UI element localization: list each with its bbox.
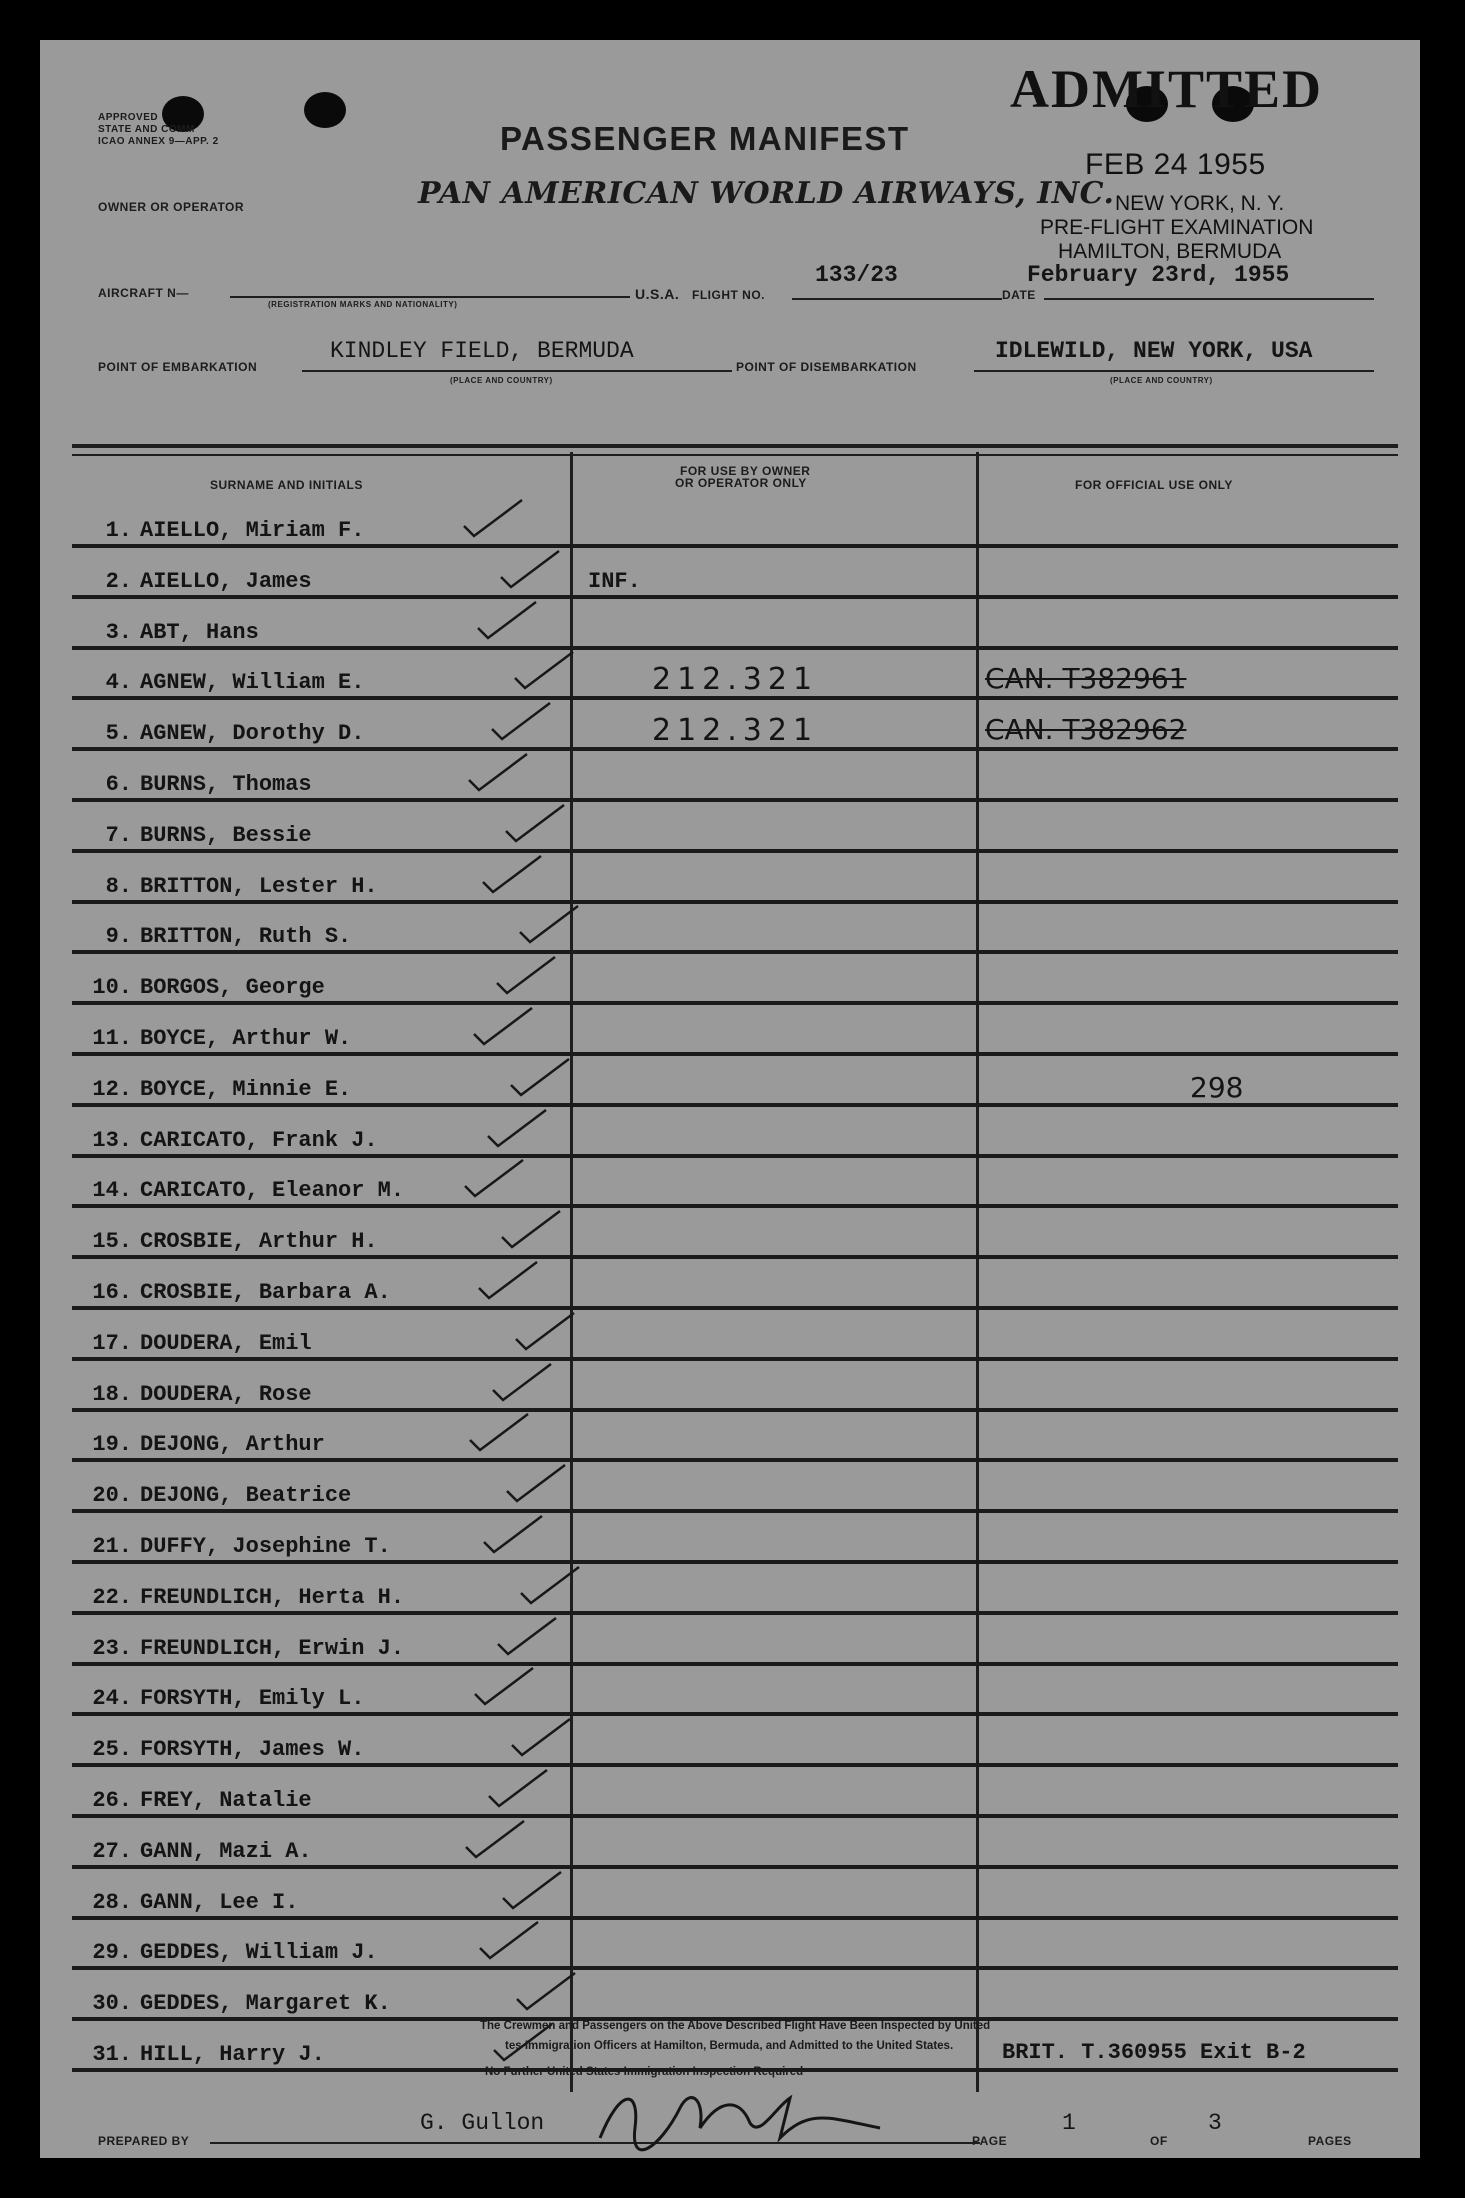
passenger-name: HILL, Harry J.	[140, 2042, 325, 2067]
aircraft-label: AIRCRAFT N—	[98, 286, 189, 300]
passenger-name: DOUDERA, Emil	[140, 1330, 312, 1356]
row-rule	[72, 1306, 1398, 1310]
passenger-name: CROSBIE, Arthur H.	[140, 1229, 378, 1255]
check-mark-icon	[475, 1258, 545, 1304]
page-total: 3	[1208, 2110, 1222, 2136]
usa-label: U.S.A.	[635, 286, 680, 302]
passenger-number: 9.	[105, 924, 132, 950]
row-rule	[72, 1458, 1398, 1462]
row-rule	[72, 646, 1398, 650]
check-mark-icon	[484, 1106, 554, 1152]
passenger-number: 13.	[92, 1127, 132, 1153]
passenger-number: 10.	[92, 975, 132, 1001]
passenger-number: 6.	[105, 772, 132, 797]
row-rule	[72, 1509, 1398, 1513]
passenger-number: 26.	[92, 1788, 132, 1813]
passenger-name: CARICATO, Frank J.	[140, 1127, 378, 1153]
check-mark-icon	[502, 801, 572, 847]
stamp-city: NEW YORK, N. Y.	[1115, 192, 1285, 215]
passenger-name: BURNS, Bessie	[140, 822, 312, 848]
passenger-name: FORSYTH, James W.	[140, 1737, 365, 1763]
passenger-number: 25.	[92, 1737, 132, 1763]
passenger-name: GANN, Lee I.	[140, 1889, 299, 1915]
disembark-line	[974, 370, 1374, 372]
place-caption: (PLACE AND COUNTRY)	[1110, 376, 1213, 385]
certification-line: tes Immigration Officers at Hamilton, Bermuda, and Admitted to the United States.	[505, 2040, 954, 2052]
embark-label: POINT OF EMBARKATION	[98, 360, 258, 374]
check-mark-icon	[488, 699, 558, 745]
passenger-number: 20.	[92, 1483, 132, 1509]
check-mark-icon	[489, 1360, 559, 1406]
row-rule	[72, 1052, 1398, 1056]
passenger-name: ABT, Hans	[140, 619, 259, 645]
check-mark-icon	[513, 1969, 583, 2015]
passenger-name: GANN, Mazi A.	[140, 1838, 312, 1864]
stamp-preflight: PRE-FLIGHT EXAMINATION	[1040, 216, 1314, 239]
row-rule	[72, 1357, 1398, 1361]
passenger-number: 7.	[105, 822, 132, 848]
passenger-number: 1.	[105, 518, 132, 543]
row-rule	[72, 1560, 1398, 1564]
passenger-name: BURNS, Thomas	[140, 772, 312, 797]
airline-name: PAN AMERICAN WORLD AIRWAYS, INC.	[418, 176, 1115, 211]
check-mark-icon	[479, 852, 549, 898]
passenger-number: 18.	[92, 1381, 132, 1407]
passenger-number: 30.	[92, 1991, 132, 2017]
pages-label: PAGES	[1308, 2134, 1352, 2148]
passenger-number: 17.	[92, 1330, 132, 1356]
passenger-name: BRITTON, Lester H.	[140, 873, 378, 899]
check-mark-icon	[461, 1156, 531, 1202]
passenger-number: 16.	[92, 1280, 132, 1305]
passenger-number: 31.	[92, 2042, 132, 2067]
stamp-date: FEB 24 1955	[1085, 148, 1266, 181]
check-mark-icon	[465, 750, 535, 796]
row-rule	[72, 798, 1398, 802]
passenger-name: FREUNDLICH, Erwin J.	[140, 1635, 405, 1661]
passenger-name: BRITTON, Ruth S.	[140, 924, 352, 950]
row-rule	[72, 1408, 1398, 1412]
passenger-number: 21.	[92, 1534, 132, 1559]
admitted-stamp: ADMITTED	[1010, 59, 1324, 119]
official-note: CAN. T382961	[985, 662, 1187, 696]
column-header-surname: SURNAME AND INITIALS	[210, 478, 363, 492]
passenger-number: 29.	[92, 1940, 132, 1966]
passenger-name: AGNEW, William E.	[140, 670, 365, 696]
row-rule	[72, 849, 1398, 853]
passenger-name: DEJONG, Arthur	[140, 1432, 325, 1458]
row-rule	[72, 1712, 1398, 1716]
signature	[580, 2068, 920, 2158]
passenger-number: 12.	[92, 1076, 132, 1102]
passenger-name: FREY, Natalie	[140, 1788, 312, 1813]
check-mark-icon	[462, 1817, 532, 1863]
page-number: 1	[1062, 2110, 1076, 2136]
page-label: PAGE	[972, 2134, 1008, 2148]
passenger-number: 15.	[92, 1229, 132, 1255]
row-rule	[72, 1154, 1398, 1158]
table-top-rule	[72, 454, 1398, 456]
prepared-by-label: PREPARED BY	[98, 2134, 190, 2148]
passenger-number: 11.	[92, 1026, 132, 1051]
flight-date: February 23rd, 1955	[1027, 262, 1290, 288]
embark-line	[302, 370, 732, 372]
punch-hole	[304, 92, 346, 128]
owner-label: OWNER OR OPERATOR	[98, 200, 245, 214]
row-rule	[72, 1662, 1398, 1666]
check-mark-icon	[499, 1868, 569, 1914]
prepared-by-name: G. Gullon	[420, 2110, 545, 2136]
flight-label: FLIGHT NO.	[692, 288, 765, 302]
passenger-number: 8.	[105, 873, 132, 899]
owner-note: 212.321	[652, 713, 819, 749]
approval-line: ICAO ANNEX 9—APP. 2	[98, 136, 219, 147]
check-mark-icon	[507, 1055, 577, 1101]
table-top-rule	[72, 444, 1398, 448]
check-mark-icon	[471, 1664, 541, 1710]
check-mark-icon	[493, 953, 563, 999]
disembark-label: POINT OF DISEMBARKATION	[736, 360, 917, 374]
certification-line: No Further United States Immigration Inspection Required	[485, 2066, 804, 2078]
check-mark-icon	[516, 902, 586, 948]
passenger-name: AIELLO, Miriam F.	[140, 518, 365, 543]
check-mark-icon	[517, 1563, 587, 1609]
owner-note: 212.321	[652, 662, 819, 698]
passenger-name: GEDDES, William J.	[140, 1940, 378, 1966]
row-rule	[72, 1916, 1398, 1920]
registration-caption: (REGISTRATION MARKS AND NATIONALITY)	[268, 300, 458, 309]
passenger-number: 22.	[92, 1584, 132, 1610]
row-rule	[72, 595, 1398, 599]
check-mark-icon	[474, 598, 544, 644]
passenger-number: 23.	[92, 1635, 132, 1661]
passenger-number: 2.	[105, 568, 132, 594]
flight-line	[792, 298, 1002, 300]
passenger-name: BOYCE, Arthur W.	[140, 1026, 352, 1051]
flight-number: 133/23	[815, 262, 898, 288]
passenger-name: CROSBIE, Barbara A.	[140, 1280, 391, 1305]
official-note: 298	[1190, 1070, 1244, 1104]
passenger-number: 4.	[105, 670, 132, 696]
check-mark-icon	[470, 1004, 540, 1050]
embark-place: KINDLEY FIELD, BERMUDA	[330, 338, 634, 364]
owner-note: INF.	[588, 568, 641, 594]
passenger-name: BORGOS, George	[140, 975, 325, 1001]
check-mark-icon	[476, 1918, 546, 1964]
aircraft-line	[230, 296, 630, 298]
passenger-name: AIELLO, James	[140, 568, 312, 594]
column-header-owner-2: OR OPERATOR ONLY	[675, 476, 807, 490]
certification-line: The Crewmen and Passengers on the Above Described Flight Have Been Inspected by United	[480, 2020, 991, 2032]
passenger-name: DOUDERA, Rose	[140, 1381, 312, 1407]
official-note: CAN. T382962	[985, 713, 1187, 747]
disembark-place: IDLEWILD, NEW YORK, USA	[995, 338, 1313, 364]
passenger-number: 24.	[92, 1686, 132, 1712]
approval-line: APPROVED	[98, 112, 159, 123]
row-rule	[72, 1763, 1398, 1767]
check-mark-icon	[466, 1410, 536, 1456]
row-rule	[72, 1204, 1398, 1208]
place-caption: (PLACE AND COUNTRY)	[450, 376, 553, 385]
row-rule	[72, 1001, 1398, 1005]
passenger-name: DUFFY, Josephine T.	[140, 1534, 391, 1559]
of-label: OF	[1150, 2134, 1168, 2148]
check-mark-icon	[497, 547, 567, 593]
passenger-name: AGNEW, Dorothy D.	[140, 721, 365, 747]
row-rule	[72, 1966, 1398, 1970]
check-mark-icon	[480, 1512, 550, 1558]
passenger-name: CARICATO, Eleanor M.	[140, 1178, 405, 1204]
passenger-number: 19.	[92, 1432, 132, 1458]
column-header-official: FOR OFFICIAL USE ONLY	[1075, 478, 1233, 492]
column-header-owner: FOR USE BY OWNER	[680, 464, 811, 478]
stamp-place: HAMILTON, BERMUDA	[1058, 240, 1282, 263]
passenger-number: 5.	[105, 721, 132, 747]
passenger-number: 27.	[92, 1838, 132, 1864]
row-rule	[72, 950, 1398, 954]
check-mark-icon	[460, 496, 530, 542]
check-mark-icon	[494, 1614, 564, 1660]
passenger-number: 3.	[105, 619, 132, 645]
check-mark-icon	[503, 1461, 573, 1507]
row-rule	[72, 1865, 1398, 1869]
date-line	[1044, 298, 1374, 300]
passenger-name: FREUNDLICH, Herta H.	[140, 1584, 405, 1610]
passenger-name: DEJONG, Beatrice	[140, 1483, 352, 1509]
approval-line: STATE AND COMM	[98, 124, 195, 135]
official-note: BRIT. T.360955 Exit B-2	[1002, 2040, 1306, 2065]
row-rule	[72, 900, 1398, 904]
check-mark-icon	[512, 1309, 582, 1355]
passenger-number: 28.	[92, 1889, 132, 1915]
row-rule	[72, 544, 1398, 548]
check-mark-icon	[511, 648, 581, 694]
passenger-name: FORSYTH, Emily L.	[140, 1686, 365, 1712]
check-mark-icon	[508, 1715, 578, 1761]
check-mark-icon	[498, 1207, 568, 1253]
row-rule	[72, 1611, 1398, 1615]
passenger-name: GEDDES, Margaret K.	[140, 1991, 391, 2017]
passenger-number: 14.	[92, 1178, 132, 1204]
check-mark-icon	[485, 1766, 555, 1812]
row-rule	[72, 1814, 1398, 1818]
row-rule	[72, 1255, 1398, 1259]
page-title: PASSENGER MANIFEST	[500, 120, 910, 157]
passenger-name: BOYCE, Minnie E.	[140, 1076, 352, 1102]
manifest-page	[40, 40, 1420, 2158]
date-label: DATE	[1002, 288, 1036, 302]
